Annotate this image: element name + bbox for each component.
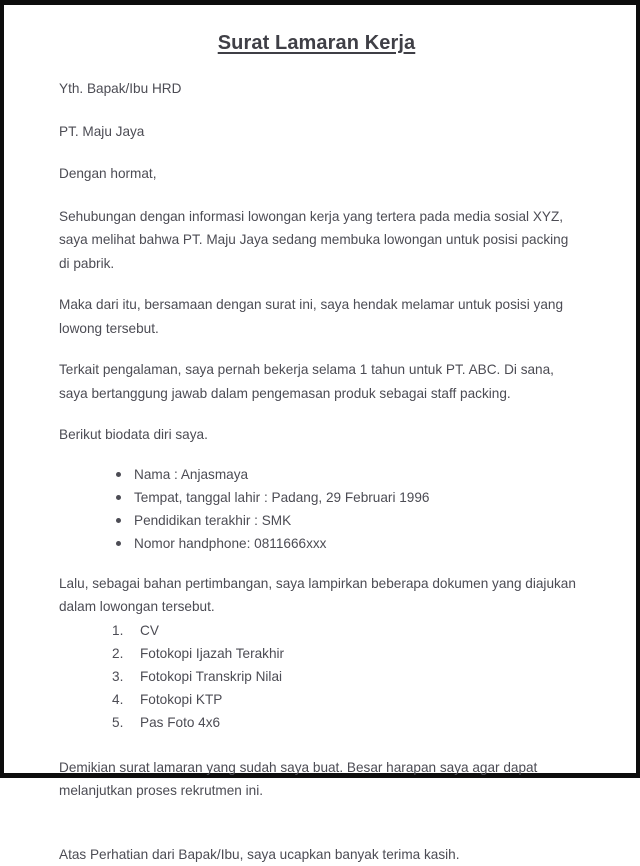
spacer [59,734,582,756]
page-title: Surat Lamaran Kerja [59,32,582,55]
list-item: Pas Foto 4x6 [112,711,582,734]
recipient-line-1: Yth. Bapak/Ibu HRD [59,77,578,101]
biodata-intro: Berikut biodata diri saya. [59,423,578,447]
document-sheet [4,5,636,773]
paragraph-opening: Sehubungan dengan informasi lowongan kerja yang tertera pada media sosial XYZ, saya melihat bahwa PT. Maju Jaya sedang membuka lowongan untuk posisi packing di pabrik. [59,205,578,276]
list-item: Nomor handphone: 0811666xxx [116,532,582,555]
recipient-line-2: PT. Maju Jaya [59,120,578,144]
attachments-intro: Lalu, sebagai bahan pertimbangan, saya lampirkan beberapa dokumen yang diajukan dalam lowongan tersebut. [59,572,578,619]
list-item: Fotokopi KTP [112,688,582,711]
list-item: CV [112,619,582,642]
list-item: Fotokopi Transkrip Nilai [112,665,582,688]
attachments-list [59,619,582,734]
paragraph-thanks: Atas Perhatian dari Bapak/Ibu, saya ucapkan banyak terima kasih. [59,843,578,866]
biodata-list [59,463,582,555]
list-item: Tempat, tanggal lahir : Padang, 29 Februari 1996 [116,486,582,509]
paragraph-closing: Demikian surat lamaran yang sudah saya buat. Besar harapan saya agar dapat melanjutkan proses rekrutmen ini. [59,756,578,803]
list-item: Pendidikan terakhir : SMK [116,509,582,532]
spacer [59,821,582,843]
list-item: Fotokopi Ijazah Terakhir [112,642,582,665]
paragraph-experience: Terkait pengalaman, saya pernah bekerja selama 1 tahun untuk PT. ABC. Di sana, saya bertanggung jawab dalam pengemasan produk sebagai staff packing. [59,358,578,405]
list-item: Nama : Anjasmaya [116,463,582,486]
paragraph-intent: Maka dari itu, bersamaan dengan surat ini, saya hendak melamar untuk posisi yang lowong tersebut. [59,293,578,340]
salutation: Dengan hormat, [59,162,578,186]
